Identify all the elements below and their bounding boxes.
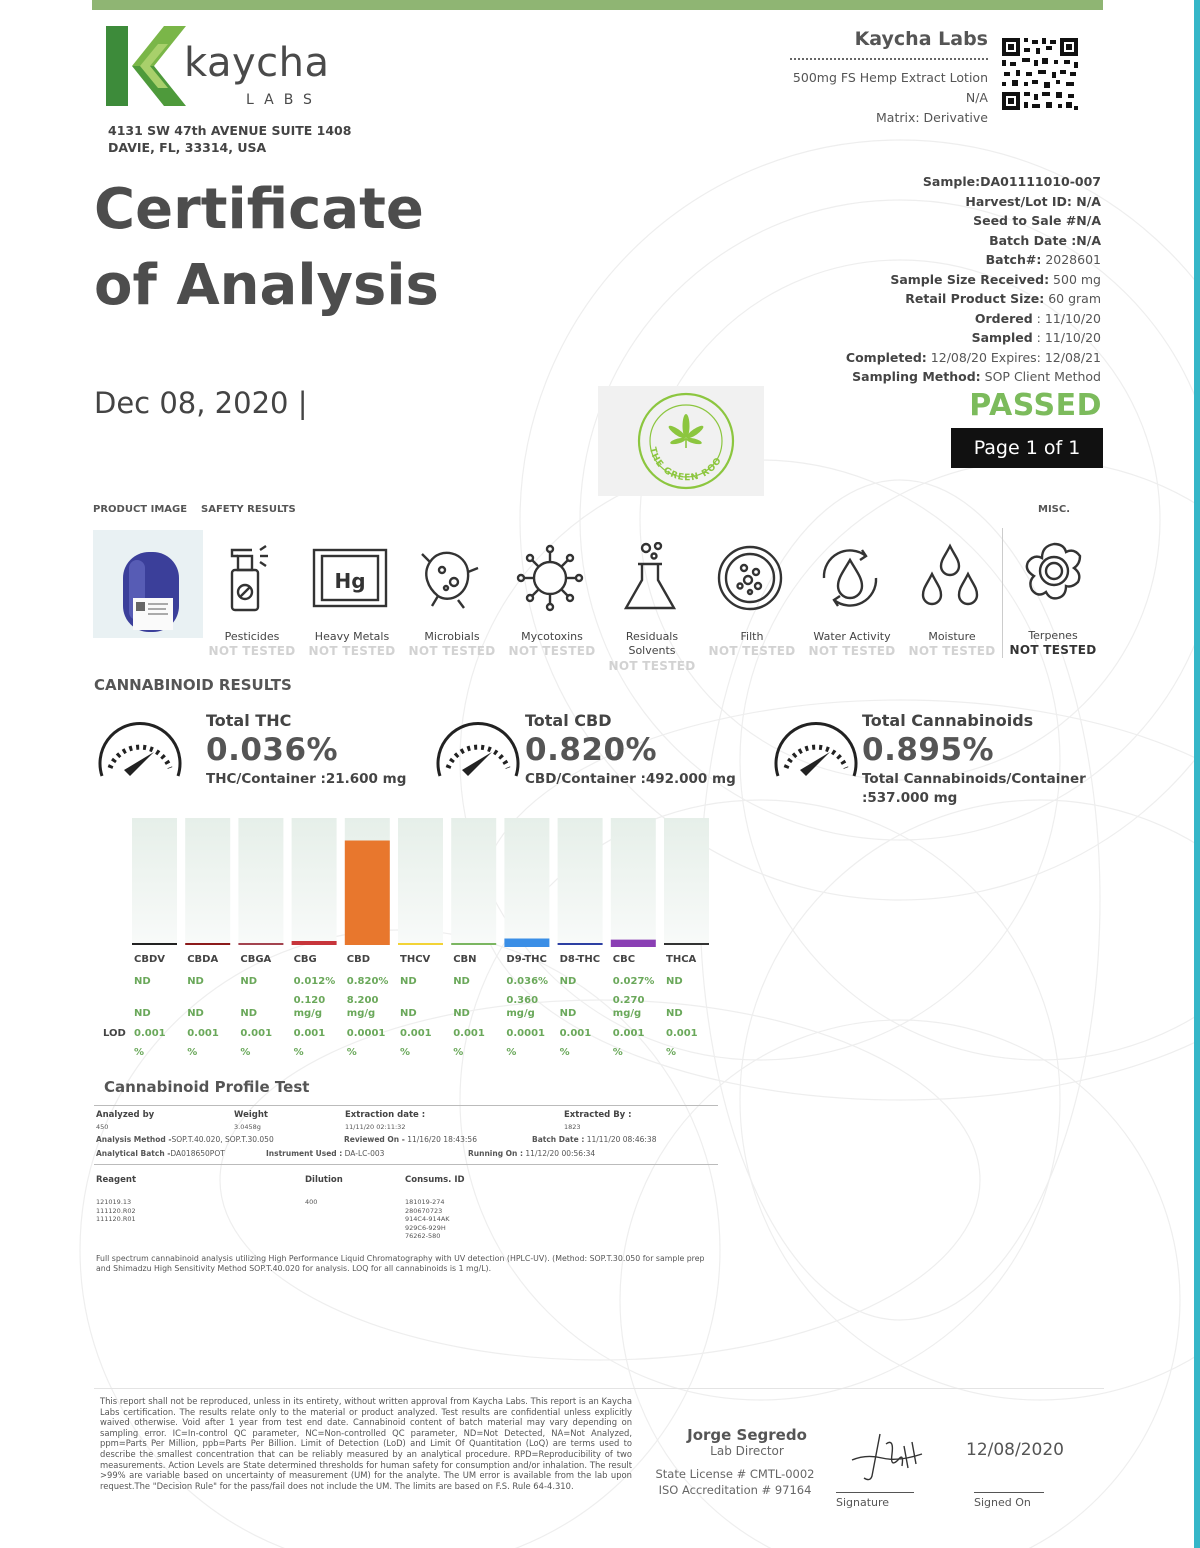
lod-unit-cbd: % (346, 1047, 357, 1058)
safety-label-filth: Filth (740, 630, 764, 643)
mg-unit-d8-thc: ND (559, 1008, 577, 1019)
thc-per-container: THC/Container :21.600 mg (206, 771, 407, 787)
analytical-batch: Analytical Batch -DA018650POT (96, 1149, 225, 1158)
bar-background-thcv (398, 818, 443, 943)
lod-unit-cbg: % (293, 1047, 304, 1058)
product-na: N/A (965, 90, 988, 105)
safety-label-residuals: Residuals (625, 630, 679, 643)
title-line-1: Certificate (94, 177, 424, 242)
right-edge-bar (1194, 0, 1200, 1548)
safety-status-filth: NOT TESTED (708, 644, 796, 658)
total-cannabinoids-label: Total Cannabinoids (862, 711, 1034, 730)
analyzed-by-label: Analyzed by (96, 1110, 155, 1120)
lod-unit-cbga: % (240, 1047, 251, 1058)
bar-background-thca (664, 818, 709, 943)
spray-bottle-icon (210, 542, 290, 612)
extracted-by-label: Extracted By : (564, 1110, 632, 1120)
harvest-lot: Harvest/Lot ID: N/A (965, 193, 1101, 209)
extracted-by-value: 1823 (564, 1123, 581, 1131)
weight-label: Weight (234, 1110, 268, 1120)
analyzed-by-value: 450 (96, 1123, 109, 1131)
safety-label-pesticides: Pesticides (224, 630, 280, 643)
bar-background-cbn (451, 818, 496, 943)
mg-value-cbc: 0.270 (612, 995, 645, 1006)
lod-unit-thca: % (666, 1047, 677, 1058)
consums-label: Consums. ID (405, 1175, 465, 1185)
col-header-d9-thc: D9-THC (506, 954, 547, 965)
mg-unit-cbga: ND (240, 1008, 258, 1019)
mg-unit-thca: ND (666, 1008, 683, 1019)
bar-baseline-d8-thc (558, 943, 603, 945)
running-on: Running On : 11/12/20 00:56:34 (468, 1149, 596, 1158)
percent-cbn: ND (453, 976, 470, 987)
percent-cbc: 0.027% (612, 976, 655, 987)
bar-baseline-cbg (292, 943, 337, 945)
bar-baseline-cbn (451, 943, 496, 945)
mg-unit-cbdv: ND (134, 1008, 151, 1019)
signed-on-label: Signed On (974, 1496, 1031, 1509)
reviewed-on: Reviewed On - 11/16/20 18:43:56 (344, 1135, 477, 1144)
safety-status-water-activity: NOT TESTED (808, 644, 896, 658)
col-header-cbd: CBD (346, 954, 371, 965)
safety-status-moisture: NOT TESTED (908, 644, 996, 658)
bar-baseline-cbdv (132, 943, 177, 945)
signer-role: Lab Director (710, 1444, 784, 1458)
page-title (94, 172, 439, 324)
lod-cbda: 0.001 (187, 1028, 219, 1039)
bar-baseline-d9-thc (504, 943, 549, 947)
extraction-date-value: 11/11/20 02:11:32 (345, 1123, 406, 1131)
dotted-divider (790, 58, 988, 60)
flower-icon (1014, 540, 1094, 610)
percent-thcv: ND (400, 976, 417, 987)
percent-cbda: ND (187, 976, 204, 987)
bar-background-cbdv (132, 818, 177, 943)
cannabinoid-bar-chart (130, 815, 716, 950)
safety-label-solvents: Solvents (628, 644, 676, 657)
lod-cbg: 0.001 (293, 1028, 326, 1039)
cannabinoids-per-container: Total Cannabinoids/Container (862, 771, 1086, 787)
total-thc-value: 0.036% (206, 732, 339, 768)
license-info (640, 1466, 830, 1498)
misc-label-terpenes: Terpenes (1028, 629, 1078, 642)
col-header-thca: THCA (666, 954, 697, 965)
reagent-label: Reagent (96, 1175, 137, 1185)
completed-date: Completed: 12/08/20 Expires: 12/08/21 (845, 349, 1101, 365)
percent-cbg: 0.012% (293, 976, 336, 987)
droplets-icon (910, 542, 990, 612)
signature-label: Signature (836, 1496, 890, 1509)
total-cbd-value: 0.820% (525, 732, 658, 768)
col-header-cbda: CBDA (187, 954, 219, 965)
total-cbd-label: Total CBD (525, 711, 612, 730)
analysis-method: Analysis Method -SOP.T.40.020, SOP.T.30.050 (96, 1135, 274, 1144)
safety-label-moisture: Moisture (928, 630, 976, 643)
bar-baseline-thcv (398, 943, 443, 945)
mg-unit-cbn: ND (453, 1008, 470, 1019)
lod-d9-thc: 0.0001 (506, 1028, 545, 1039)
client-logo (598, 386, 764, 496)
percent-d9-thc: 0.036% (506, 976, 549, 987)
logo-labs: LABS (246, 92, 322, 108)
report-date: Dec 08, 2020 | (94, 386, 308, 420)
bar-background-cbda (185, 818, 230, 943)
profile-heading: Cannabinoid Profile Test (104, 1078, 310, 1096)
instrument-used: Instrument Used : DA-LC-003 (266, 1149, 385, 1158)
bar-cbg (292, 941, 337, 943)
signature-image (842, 1424, 932, 1484)
top-accent-bar (92, 0, 1103, 10)
dilution-label: Dilution (305, 1175, 343, 1185)
percent-cbga: ND (240, 976, 258, 987)
lod-unit-d9-thc: % (506, 1047, 517, 1058)
gauge-icon (94, 708, 186, 780)
state-license: State License # CMTL-0002 (655, 1467, 815, 1481)
batch-number: Batch#: 2028601 (985, 252, 1101, 267)
qr-code-icon[interactable] (1000, 36, 1080, 112)
virus-icon (510, 542, 590, 612)
lod-d8-thc: 0.001 (559, 1028, 592, 1039)
lod-cbd: 0.0001 (346, 1028, 386, 1039)
safety-status-pesticides: NOT TESTED (208, 644, 296, 658)
disclaimer-text: This report shall not be reproduced, unless in its entirety, without written approval from Kaycha Labs. This report is an Kaycha Labs certification. The results relate only to the material or product analyzed. Test results are confidential unless explicitly waived otherwise. Void after 1 year from test end date. Cannabinoid content of batch material may vary depending on sampling error. IC=In-control QC parameter, NC=Non-controlled QC parameter, ND=Not Detected, NA=Not Analyzed, ppm=Parts Per Million, ppb=Parts Per Billion. Limit of Detection (LoD) and Limit Of Quantitation (LoQ) are terms used to describe the smallest concentration that can be reliably measured by an analytical procedure. RPD=Reproducibility of two measurements. Action Levels are State determined thresholds for human safety for consumption and/or inhalation. The result >99% are variable based on uncertainty of measurement (UM) for the analyte. The UM error is available from the lab upon request.The "Decision Rule" for the pass/fail does not include the UM. The limits are based on F.S. Rule 64-4.310. (100, 1396, 632, 1491)
safety-label-mycotoxins: Mycotoxins (521, 630, 583, 643)
svg-text:THE GREEN ROOM: THE GREEN ROO (646, 446, 725, 484)
weight-value: 3.0458g (234, 1123, 261, 1131)
bar-baseline-thca (664, 943, 709, 945)
safety-label-water-activity: Water Activity (813, 630, 891, 643)
mg-unit-cbda: ND (187, 1008, 204, 1019)
reagent-list: 121019.13 111120.R02 111120.R01 (96, 1198, 136, 1223)
bar-background-d9-thc (504, 818, 549, 943)
lod-unit-cbn: % (453, 1047, 464, 1058)
product-name: 500mg FS Hemp Extract Lotion (792, 70, 988, 85)
bar-background-cbc (611, 818, 656, 943)
signed-date: 12/08/2020 (966, 1440, 1064, 1460)
lod-unit-d8-thc: % (559, 1047, 570, 1058)
bar-background-cbga (238, 818, 283, 943)
cannabinoids-per-container-mg: :537.000 mg (862, 790, 958, 806)
safety-status-heavy-metals: NOT TESTED (308, 644, 396, 658)
lod-thcv: 0.001 (400, 1028, 432, 1039)
lab-address (108, 122, 351, 156)
product-image-label: PRODUCT IMAGE (93, 504, 188, 515)
safety-status-microbials: NOT TESTED (408, 644, 496, 658)
dilution-value: 400 (305, 1198, 318, 1206)
gauge-icon (432, 708, 524, 780)
bar-baseline-cbda (185, 943, 230, 945)
profile-divider-2 (94, 1164, 718, 1165)
batch-date: Batch Date :N/A (989, 232, 1101, 248)
sampled-date: Sampled : 11/10/20 (971, 330, 1101, 345)
bar-baseline-cbga (238, 943, 283, 945)
col-header-cbga: CBGA (240, 954, 272, 965)
iso-accreditation: ISO Accreditation # 97164 (658, 1483, 812, 1497)
percent-cbd: 0.820% (346, 976, 389, 987)
sample-size: Sample Size Received: 500 mg (890, 271, 1101, 287)
status-passed: PASSED (969, 388, 1102, 423)
mg-value-d9-thc: 0.360 (506, 995, 539, 1006)
mg-unit-d9-thc: mg/g (506, 1008, 535, 1019)
water-drop-icon (810, 542, 890, 612)
matrix-label: Matrix: Derivative (876, 110, 988, 125)
seed-to-sale: Seed to Sale #N/A (973, 213, 1101, 228)
col-header-cbc: CBC (612, 954, 636, 965)
percent-cbdv: ND (134, 976, 151, 987)
batch-date-run: Batch Date : 11/11/20 08:46:38 (532, 1135, 657, 1144)
misc-label: MISC. (1038, 504, 1071, 515)
profile-divider (94, 1105, 718, 1106)
microbe-icon (410, 542, 490, 612)
mg-unit-cbd: mg/g (346, 1008, 376, 1019)
percent-thca: ND (666, 976, 683, 987)
address-line-2: DAVIE, FL, 33314, USA (108, 140, 267, 155)
green-room-logo-icon (598, 386, 764, 496)
lod-unit-cbda: % (187, 1047, 198, 1058)
lod-unit-cbdv: % (134, 1047, 145, 1058)
mg-unit-cbc: mg/g (612, 1008, 642, 1019)
lod-label: LOD (103, 1028, 126, 1039)
ordered-date: Ordered : 11/10/20 (974, 310, 1101, 326)
gauge-icon (770, 708, 862, 780)
lod-cbc: 0.001 (612, 1028, 645, 1039)
page-indicator: Page 1 of 1 (951, 428, 1103, 468)
lod-cbn: 0.001 (453, 1028, 485, 1039)
sample-info (800, 172, 1101, 387)
bar-background-cbg (292, 818, 337, 943)
lod-unit-cbc: % (612, 1047, 623, 1058)
col-header-cbg: CBG (293, 954, 317, 965)
bar-baseline-cbc (611, 943, 656, 947)
safety-status-residuals: NOT TESTED (608, 659, 696, 673)
bar-cbc (611, 940, 656, 943)
product-bottle-icon (93, 530, 203, 638)
safety-results-label: SAFETY RESULTS (201, 504, 296, 515)
col-header-d8-thc: D8-THC (559, 954, 601, 965)
mg-value-cbd: 8.200 (346, 995, 379, 1006)
sampling-method: Sampling Method: SOP Client Method (852, 369, 1101, 384)
total-thc-label: Total THC (206, 711, 292, 730)
percent-d8-thc: ND (559, 976, 577, 987)
signer-name: Jorge Segredo (687, 1426, 807, 1444)
kaycha-logo-icon (106, 26, 186, 106)
sample-id: Sample:DA01111010-007 (922, 174, 1101, 189)
safety-label-microbials: Microbials (424, 630, 480, 643)
product-image[interactable] (93, 530, 203, 638)
svg-text:Hg: Hg (334, 569, 366, 593)
cbd-per-container: CBD/Container :492.000 mg (525, 771, 736, 787)
safety-label-heavy-metals: Heavy Metals (314, 630, 390, 643)
col-header-cbdv: CBDV (134, 954, 166, 965)
col-header-cbn: CBN (453, 954, 477, 965)
product-info (770, 68, 988, 128)
flask-icon (610, 542, 690, 612)
lod-thca: 0.001 (666, 1028, 698, 1039)
safety-status-mycotoxins: NOT TESTED (508, 644, 596, 658)
signed-on-line (974, 1492, 1044, 1493)
petri-dish-icon (710, 542, 790, 612)
bar-cbd (345, 841, 390, 944)
lod-cbdv: 0.001 (134, 1028, 166, 1039)
lab-name: Kaycha Labs (854, 28, 988, 50)
footer-divider (94, 1388, 1104, 1389)
bar-background-d8-thc (558, 818, 603, 943)
consums-list: 181019-274 280670723 914C4-914AK 929C6-929H 76262-580 (405, 1198, 450, 1240)
signature-line (836, 1492, 914, 1493)
logo-wordmark: kaycha (184, 40, 330, 86)
title-line-2: of Analysis (94, 253, 439, 318)
mg-unit-thcv: ND (400, 1008, 417, 1019)
address-line-1: 4131 SW 47th AVENUE SUITE 1408 (108, 123, 352, 138)
retail-size: Retail Product Size: 60 gram (905, 291, 1101, 306)
mg-unit-cbg: mg/g (293, 1008, 322, 1019)
misc-status-terpenes: NOT TESTED (1009, 643, 1097, 657)
bar-d9-thc (504, 939, 549, 944)
total-cannabinoids-value: 0.895% (862, 732, 995, 768)
method-note: Full spectrum cannabinoid analysis utilizing High Performance Liquid Chromatography with UV detection (HPLC-UV). (Method: SOP.T.30.050 for sample prep and Shimadzu High Sensitivity Method SOP.T.40.020 for analysis. LOQ for all cannabinoids is 1 mg/L). (96, 1254, 705, 1273)
extraction-date-label: Extraction date : (345, 1110, 426, 1120)
bar-baseline-cbd (345, 943, 390, 945)
cannabinoid-results-heading: CANNABINOID RESULTS (94, 676, 292, 694)
mg-value-cbg: 0.120 (293, 995, 326, 1006)
heavy-metals-icon (310, 542, 390, 612)
lod-unit-thcv: % (400, 1047, 411, 1058)
col-header-thcv: THCV (400, 954, 431, 965)
lod-cbga: 0.001 (240, 1028, 273, 1039)
